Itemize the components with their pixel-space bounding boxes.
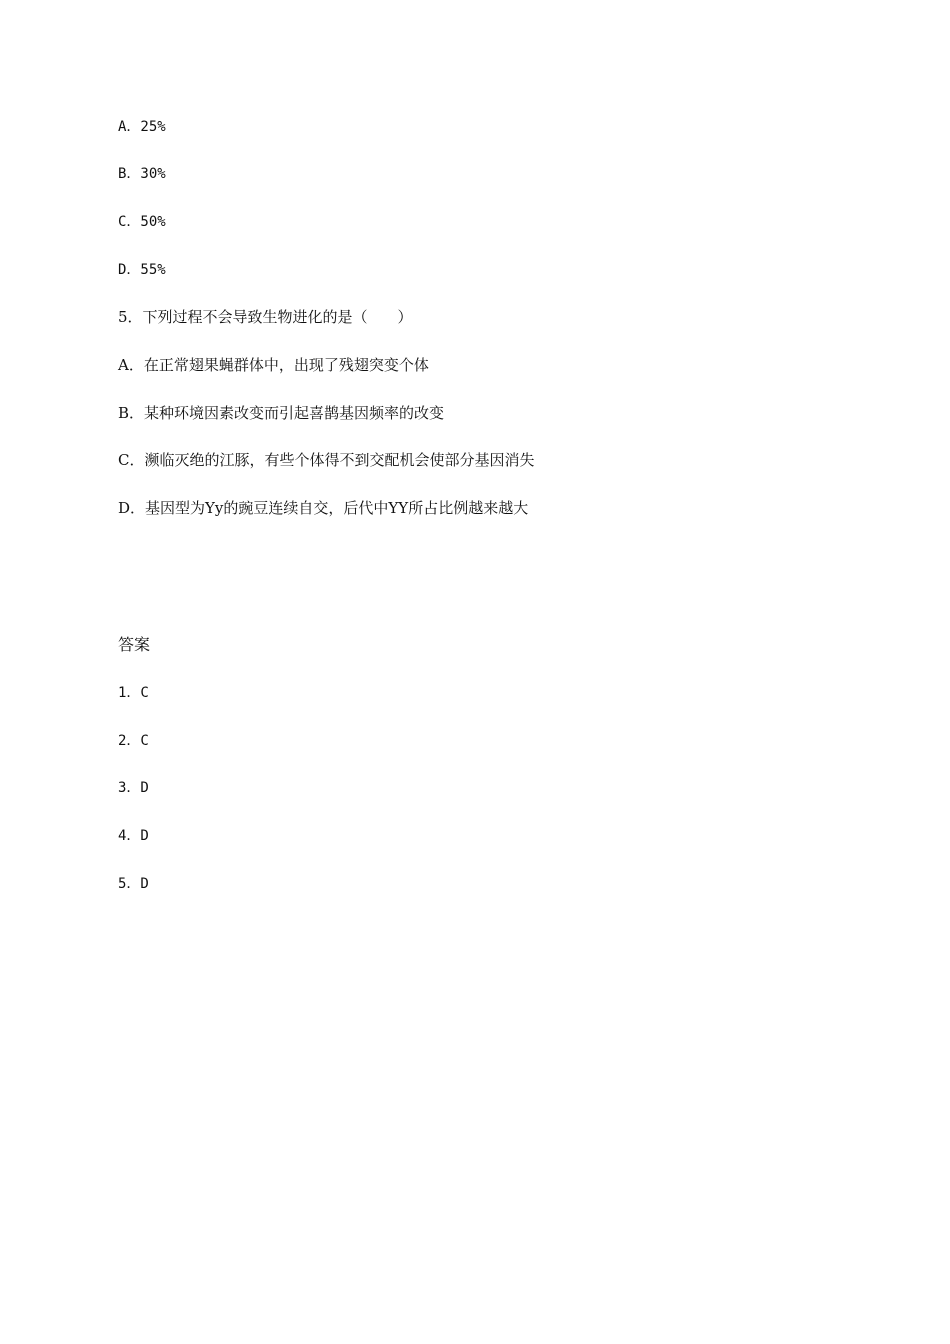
q4-option-b: B．30%: [118, 166, 166, 182]
q4-option-c: C．50%: [118, 214, 166, 230]
q4-option-d: D．55%: [118, 262, 166, 278]
q4-option-a: A．25%: [118, 119, 166, 135]
answer-item: 4．D: [118, 828, 149, 844]
answer-item: 1．C: [118, 685, 149, 701]
q5-option-d: D．基因型为Yy的豌豆连续自交，后代中YY所占比例越来越大: [118, 499, 529, 517]
answers-title: 答案: [118, 635, 151, 654]
q5-option-b: B．某种环境因素改变而引起喜鹊基因频率的改变: [118, 404, 445, 422]
answer-item: 2．C: [118, 733, 149, 749]
answer-item: 3．D: [118, 780, 149, 796]
q5-stem: 5．下列过程不会导致生物进化的是（ ）: [118, 308, 413, 326]
q5-option-a: A．在正常翅果蝇群体中，出现了残翅突变个体: [118, 356, 429, 374]
q5-option-c: C．濒临灭绝的江豚，有些个体得不到交配机会使部分基因消失: [118, 451, 535, 469]
answer-item: 5．D: [118, 876, 149, 892]
